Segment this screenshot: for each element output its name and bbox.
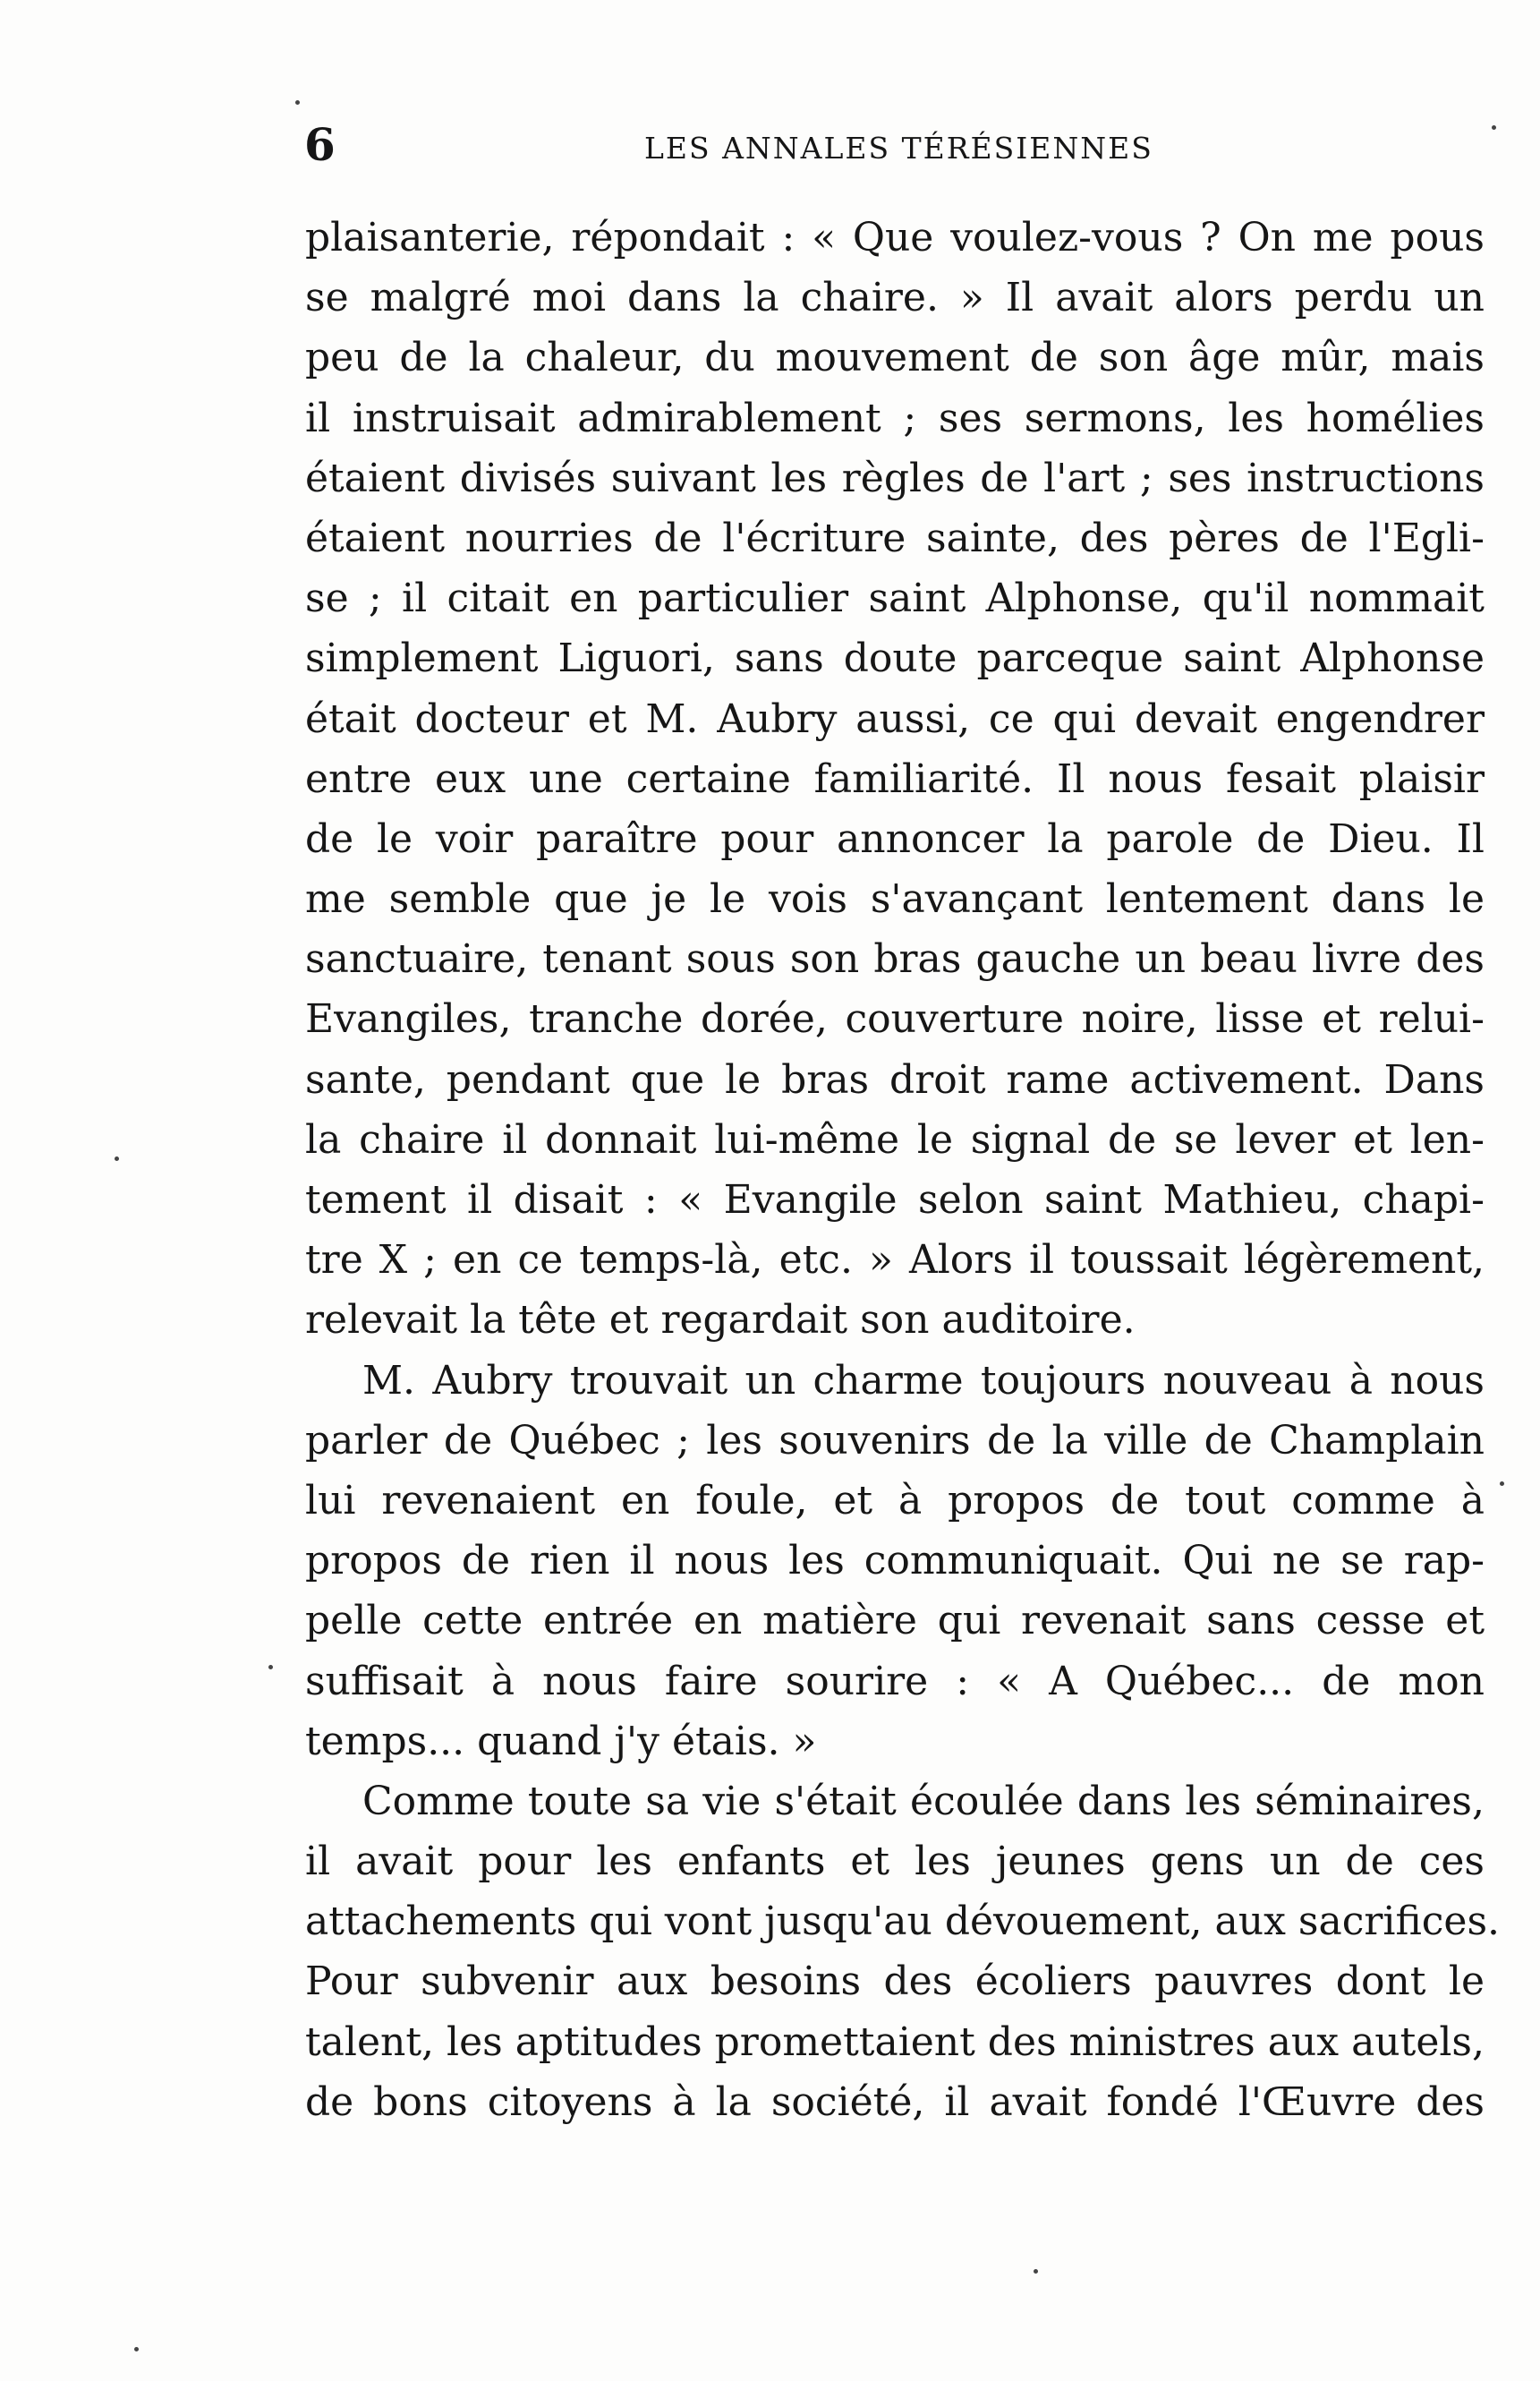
body-text [305, 208, 1501, 2132]
text-line: attachements qui vont jusqu'au dévouement, aux sacrifices. [305, 1899, 1501, 1945]
text-line: pelle cette entrée en matière qui revenait sans cesse et [305, 1598, 1485, 1644]
scan-speck [115, 1156, 119, 1161]
text-line: entre eux une certaine familiarité. Il nous fesait plaisir [305, 755, 1485, 802]
text-line: parler de Québec ; les souvenirs de la ville de Champlain [305, 1417, 1485, 1464]
scan-speck [1034, 2269, 1038, 2274]
page-number: 6 [304, 118, 336, 171]
text-line: tement il disait : « Evangile selon saint Mathieu, chapi- [305, 1177, 1485, 1223]
text-line: étaient nourries de l'écriture sainte, des pères de l'Egli- [305, 515, 1485, 561]
paragraph-first-line: M. Aubry trouvait un charme toujours nouveau à nous [362, 1357, 1485, 1404]
text-line: se ; il citait en particulier saint Alphonse, qu'il nommait [305, 576, 1485, 622]
scan-speck [295, 100, 300, 105]
text-line: de le voir paraître pour annoncer la parole de Dieu. Il [305, 815, 1485, 862]
text-line: relevait la tête et regardait son auditoire. [305, 1297, 1136, 1344]
text-line: suffisait à nous faire sourire : « A Québec... de mon [305, 1658, 1485, 1704]
text-line: temps... quand j'y étais. » [305, 1718, 817, 1764]
text-line: plaisanterie, répondait : « Que voulez-vous ? On me pous [305, 215, 1485, 260]
text-line: de bons citoyens à la société, il avait fondé l'Œuvre des [305, 2078, 1485, 2125]
running-head: LES ANNALES TÉRÉSIENNES [644, 131, 1153, 166]
text-line: se malgré moi dans la chaire. » Il avait alors perdu un [305, 275, 1485, 321]
text-line: la chaire il donnait lui-même le signal de se lever et len- [305, 1116, 1485, 1163]
text-line: sanctuaire, tenant sous son bras gauche un beau livre des [305, 936, 1485, 983]
text-line: il instruisait admirablement ; ses sermons, les homélies [305, 395, 1485, 441]
paragraph-first-line: Comme toute sa vie s'était écoulée dans les séminaires, [362, 1778, 1485, 1824]
scan-speck [1500, 1481, 1504, 1486]
text-line: il avait pour les enfants et les jeunes gens un de ces [305, 1839, 1485, 1885]
scan-speck [1492, 125, 1496, 130]
text-line: était docteur et M. Aubry aussi, ce qui devait engendrer [305, 696, 1485, 742]
text-line: me semble que je le vois s'avançant lentement dans le [305, 876, 1485, 923]
text-line: propos de rien il nous les communiquait. Qui ne se rap- [305, 1538, 1485, 1584]
text-line: Pour subvenir aux besoins des écoliers pauvres dont le [305, 1959, 1485, 2005]
scan-speck [268, 1665, 273, 1669]
text-line: Evangiles, tranche dorée, couverture noire, lisse et relui- [305, 996, 1485, 1043]
text-line: sante, pendant que le bras droit rame activement. Dans [305, 1056, 1485, 1103]
text-line: lui revenaient en foule, et à propos de tout comme à [305, 1477, 1485, 1523]
text-line: simplement Liguori, sans doute parceque saint Alphonse [305, 636, 1485, 682]
text-line: étaient divisés suivant les règles de l'art ; ses instructions [305, 455, 1485, 501]
text-line: talent, les aptitudes promettaient des ministres aux autels, [305, 2018, 1485, 2065]
scan-speck [134, 2347, 139, 2351]
text-line: tre X ; en ce temps-là, etc. » Alors il toussait légèrement, [305, 1237, 1485, 1284]
text-line: peu de la chaleur, du mouvement de son âge mûr, mais [305, 335, 1485, 381]
